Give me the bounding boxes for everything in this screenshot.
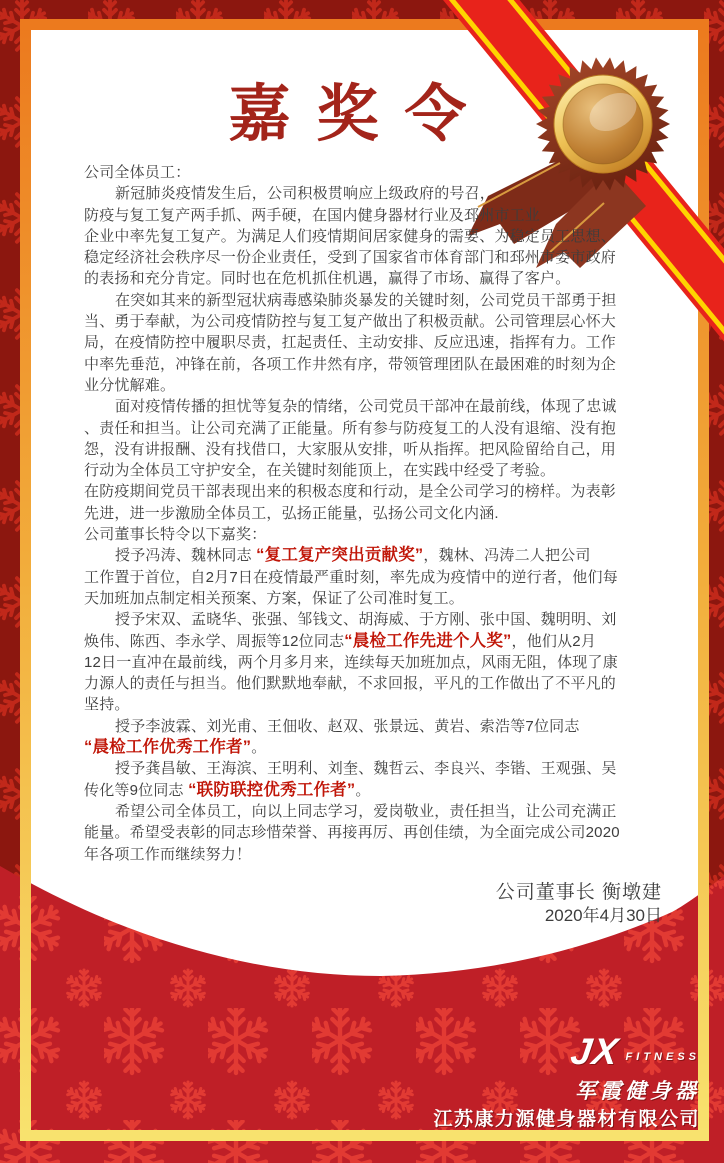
- text-line: “晨检工作优秀工作者”。: [84, 738, 267, 757]
- text-line: 力源人的责任与担当。他们默默地奉献，不求回报，平凡的工作做出了不平凡的: [84, 675, 617, 693]
- text-line: 天加班加点制定相关预案、方案，保证了公司准时复工。: [84, 589, 465, 607]
- text-line: 防疫与复工复产两手抓、两手硬，在国内健身器材行业及邳州市工业: [84, 206, 541, 224]
- text-line: 稳定经济社会秩序尽一份企业责任，受到了国家省市体育部门和邳州市委市政府: [84, 249, 617, 267]
- text-line: 新冠肺炎疫情发生后，公司积极贯响应上级政府的号召，: [115, 185, 496, 203]
- jx-logo-icon: JX: [568, 1031, 622, 1072]
- text-line: 业分忧解难。: [84, 376, 176, 394]
- text-line: 12日一直冲在最前线，两个月多月来，连续每天加班加点，风雨无阻，体现了康: [84, 653, 618, 671]
- text-line: 、责任和担当。让公司充满了正能量。所有参与防疫复工的人没有退缩、没有抱: [84, 419, 617, 437]
- text-line: 公司董事长特令以下嘉奖：: [84, 526, 267, 544]
- text-line: 坚持。: [84, 696, 130, 714]
- text-line: 局，在疫情防控中履职尽责，扛起责任、主动安排、反应迅速，指挥有力。工作: [84, 334, 617, 352]
- text-line: 工作置于首位，自2月7日在疫情最严重时刻，率先成为疫情中的逆行者，他们每: [84, 568, 618, 586]
- text-line: 授予李波霖、刘光甫、王佃收、赵双、张景远、黄岩、索浩等7位同志: [115, 717, 580, 735]
- signer-name: 公司董事长 衡墩建: [495, 882, 662, 903]
- body-text: [84, 162, 644, 865]
- brand-name: 军霞健身器: [575, 1080, 700, 1103]
- text-line: 企业中率先复工复产。为满足人们疫情期间居家健身的需要、为稳定员工思想、: [84, 227, 617, 245]
- signature-block: [496, 881, 662, 927]
- text-line: 授予龚昌敏、王海滨、王明利、刘奎、魏哲云、李良兴、李锴、王观强、吴: [115, 760, 617, 778]
- signature-date: 2020年4月30日: [544, 906, 662, 925]
- text-line: 授予宋双、孟晓华、张强、邹钱文、胡海威、于方刚、张中国、魏明明、刘: [115, 611, 617, 629]
- text-line: 焕伟、陈西、李永学、周振等12位同志“晨检工作先进个人奖”，他们从2月: [84, 631, 597, 650]
- text-line: 公司全体员工：: [84, 164, 191, 181]
- page-title: 嘉奖令: [228, 77, 493, 150]
- company-name: 江苏康力源健身器材有限公司: [433, 1109, 700, 1130]
- text-line: 面对疫情传播的担忧等复杂的情绪，公司党员干部冲在最前线，体现了忠诚: [115, 398, 617, 416]
- text-line: 中率先垂范，冲锋在前，各项工作井然有序，带领管理团队在最困难的时刻为企: [84, 355, 617, 373]
- text-line: 能量。希望受表彰的同志珍惜荣誉、再接再厉、再创佳绩，为全面完成公司2020: [84, 824, 620, 842]
- text-line: 在突如其来的新型冠状病毒感染肺炎暴发的关键时刻，公司党员干部勇于担: [115, 291, 617, 309]
- text-line: 传化等9位同志 “联防联控优秀工作者”。: [84, 780, 371, 799]
- text-line: 授予冯涛、魏林同志 “复工复产突出贡献奖”，魏林、冯涛二人把公司: [115, 546, 591, 565]
- text-line: 的表扬和充分肯定。同时也在危机抓住机遇，赢得了市场、赢得了客户。: [84, 270, 571, 288]
- text-line: 在防疫期间党员干部表现出来的积极态度和行动，是全公司学习的榜样。为表彰: [84, 483, 617, 501]
- text-line: 怨，没有讲报酬、没有找借口，大家服从安排，听从指挥。把风险留给自己，用: [84, 440, 617, 458]
- text-line: 当、勇于奉献，为公司疫情防控与复工复产做出了积极贡献。公司管理层心怀大: [84, 313, 617, 331]
- fitness-logo-text: FITNESS: [625, 1051, 700, 1063]
- company-logo-block: [433, 1032, 700, 1132]
- jx-fitness-logo: [433, 1032, 700, 1080]
- text-line: 希望公司全体员工，向以上同志学习，爱岗敬业，责任担当，让公司充满正: [115, 802, 617, 820]
- text-line: 行动为全体员工守护安全，在关键时刻能顶上，在实践中经受了考验。: [84, 462, 556, 480]
- text-line: 年各项工作而继续努力！: [84, 845, 252, 863]
- text-line: 先进，进一步激励全体员工，弘扬正能量，弘扬公司文化内涵.: [84, 504, 499, 522]
